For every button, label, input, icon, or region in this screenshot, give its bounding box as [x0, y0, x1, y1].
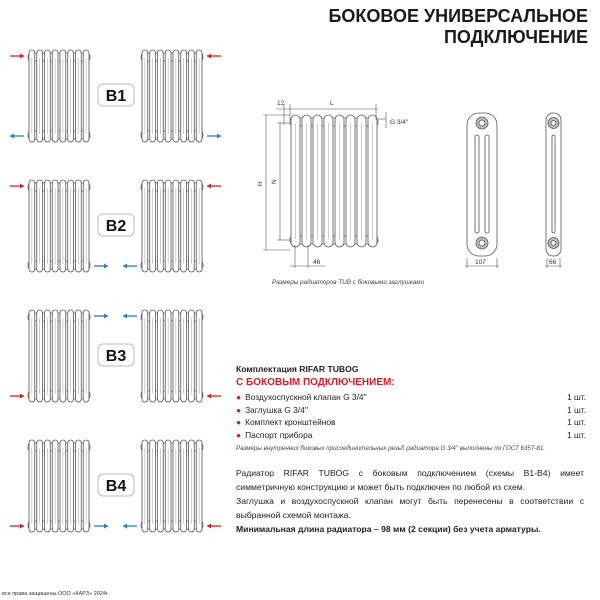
dim-12: 12 — [277, 100, 285, 107]
kit-item-qty: 1 шт. — [567, 429, 586, 440]
radiator-side-view-66 — [546, 113, 561, 256]
radiator-front-view — [290, 115, 378, 247]
kit-item-name: Паспорт прибора — [245, 429, 313, 440]
scheme-label: B1 — [105, 88, 127, 105]
title-line-2: ПОДКЛЮЧЕНИЕ — [443, 27, 588, 47]
description-p1: Радиатор RIFAR TUBOG с боковым подключением (схемы B1-B4) имеет симметричную конструкцию и может быть подключен по любой из схем. — [236, 468, 584, 492]
kit-item-name: Заглушка G 3/4'' — [245, 404, 308, 415]
dim-46: 46 — [313, 259, 321, 266]
kit-item-qty: 1 шт. — [567, 392, 586, 403]
dim-H: H — [257, 181, 264, 186]
kit-note: Размеры внутренних боковых присоединительных резьб радиатора G 3/4'' выполнены по ГОСТ 6357-81. — [236, 445, 545, 452]
title-line-1: БОКОВОЕ УНИВЕРСАЛЬНОЕ — [328, 6, 588, 26]
scheme-label: B4 — [105, 478, 127, 495]
scheme-label: B3 — [105, 348, 127, 365]
kit-subheading: С БОКОВЫМ ПОДКЛЮЧЕНИЕМ: — [236, 377, 395, 388]
bullet-icon: ● — [236, 429, 242, 440]
description-p2: Заглушка и воздухоспускной клапан могут быть перенесены в соответствии с выбранной схемой монтажа. — [236, 496, 584, 520]
kit-item — [236, 391, 586, 404]
kit-item — [236, 404, 586, 417]
kit-item-qty: 1 шт. — [567, 417, 586, 428]
scheme-label: B2 — [105, 218, 127, 235]
bullet-icon: ● — [236, 392, 242, 403]
kit-item-name: Комплект кронштейнов — [245, 417, 336, 428]
bullet-icon: ● — [236, 404, 242, 415]
kit-section — [236, 364, 586, 452]
kit-item — [236, 429, 586, 442]
dim-L: L — [330, 100, 334, 107]
bullet-icon: ● — [236, 417, 242, 428]
radiator-side-view-107 — [467, 113, 497, 256]
kit-item-name: Воздухоспускной клапан G 3/4'' — [245, 392, 367, 403]
kit-heading: Комплектация RIFAR TUBOG — [236, 364, 359, 374]
dim-107: 107 — [475, 259, 486, 266]
kit-item — [236, 416, 586, 429]
drawing-caption: Размеры радиаторов TUB с боковыми заглушками — [272, 279, 425, 286]
kit-item-qty: 1 шт. — [567, 404, 586, 415]
copyright: все права защищены ООО «КАРЗ» 2024г. — [2, 591, 109, 597]
description — [236, 466, 584, 536]
dim-66: 66 — [549, 259, 557, 266]
dim-N: N — [271, 179, 278, 184]
dim-thread: G 3/4'' — [390, 119, 409, 126]
description-p3: Минимальная длина радиатора – 98 мм (2 секции) без учета арматуры. — [236, 524, 541, 534]
